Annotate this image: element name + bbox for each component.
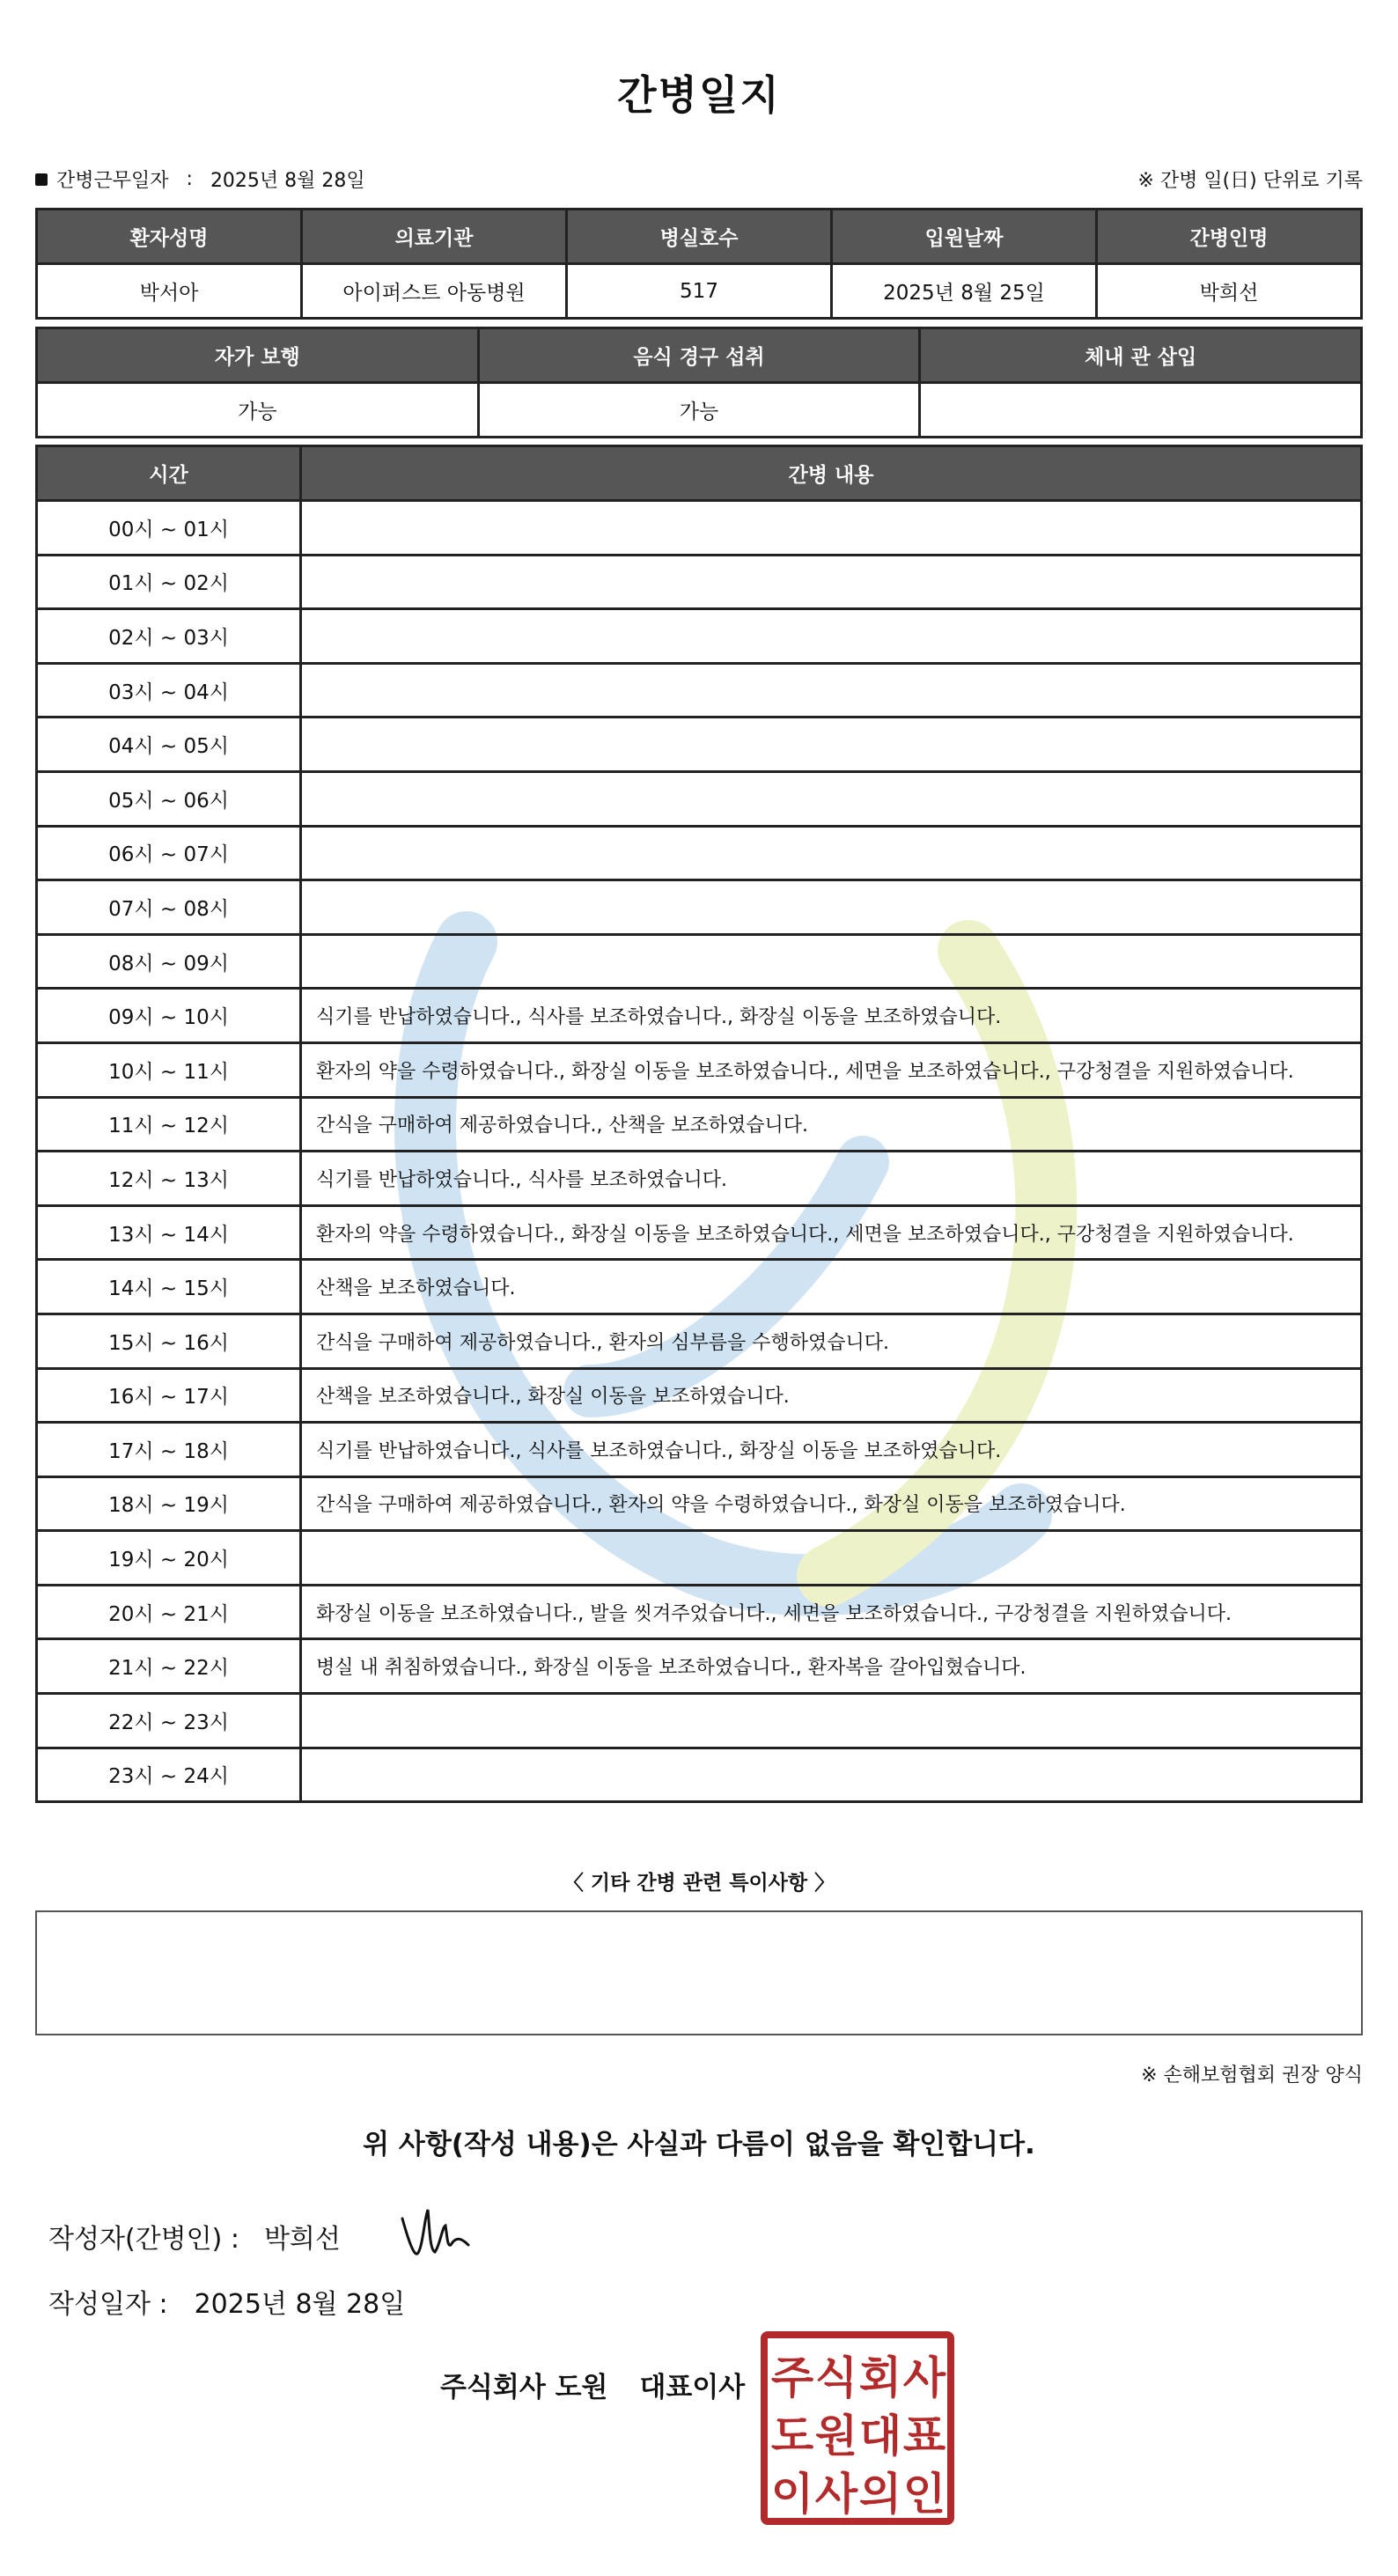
written-date-row xyxy=(48,2282,405,2321)
content-cell: 간식을 구매하여 제공하였습니다., 산책을 보조하였습니다. xyxy=(301,1097,1362,1152)
time-cell: 21시 ~ 22시 xyxy=(37,1639,301,1694)
seal-glyph: 대 xyxy=(858,2410,902,2462)
content-cell xyxy=(301,501,1362,556)
time-cell: 00시 ~ 01시 xyxy=(37,501,301,556)
content-cell: 화장실 이동을 보조하였습니다., 발을 씻겨주었습니다., 세면을 보조하였습니다., 구강청결을 지원하였습니다. xyxy=(301,1585,1362,1639)
content-cell: 환자의 약을 수령하였습니다., 화장실 이동을 보조하였습니다., 세면을 보조하였습니다., 구강청결을 지원하였습니다. xyxy=(301,1205,1362,1260)
table-row xyxy=(37,1694,1362,1748)
time-cell: 23시 ~ 24시 xyxy=(37,1748,301,1802)
patient-ability-table xyxy=(35,327,1363,438)
value-admission-date: 2025년 8월 25일 xyxy=(832,264,1097,319)
table-row xyxy=(37,1314,1362,1368)
table-row xyxy=(37,1152,1362,1206)
header-admission-date: 입원날짜 xyxy=(832,210,1097,264)
written-date-value: 2025년 8월 28일 xyxy=(194,2289,406,2320)
writer-label: 작성자(간병인) : xyxy=(48,2224,239,2255)
header-time: 시간 xyxy=(37,446,301,501)
content-cell xyxy=(301,663,1362,718)
time-cell: 12시 ~ 13시 xyxy=(37,1152,301,1206)
table-row xyxy=(37,501,1362,556)
content-cell xyxy=(301,1694,1362,1748)
table-row xyxy=(37,555,1362,609)
company-seal-stamp xyxy=(759,2329,956,2527)
time-cell: 13시 ~ 14시 xyxy=(37,1205,301,1260)
content-cell: 환자의 약을 수령하였습니다., 화장실 이동을 보조하였습니다., 세면을 보조하였습니다., 구강청결을 지원하였습니다. xyxy=(301,1042,1362,1097)
seal-glyph: 사 xyxy=(902,2352,946,2403)
content-cell: 식기를 반납하였습니다., 식사를 보조하였습니다., 화장실 이동을 보조하였습니다. xyxy=(301,989,1362,1043)
table-row xyxy=(37,826,1362,880)
time-cell: 15시 ~ 16시 xyxy=(37,1314,301,1368)
company-name: 주식회사 도원 xyxy=(440,2372,608,2403)
time-cell: 08시 ~ 09시 xyxy=(37,934,301,989)
content-cell xyxy=(301,934,1362,989)
content-cell: 식기를 반납하였습니다., 식사를 보조하였습니다. xyxy=(301,1152,1362,1206)
work-date-label: 간병근무일자 xyxy=(56,170,169,192)
table-row xyxy=(37,1585,1362,1639)
seal-glyph: 이 xyxy=(770,2469,814,2520)
writer-row xyxy=(48,2217,341,2256)
bullet-square-icon xyxy=(35,173,48,186)
seal-glyph: 인 xyxy=(902,2469,946,2520)
header-patient-name: 환자성명 xyxy=(37,210,302,264)
time-cell: 06시 ~ 07시 xyxy=(37,826,301,880)
time-cell: 19시 ~ 20시 xyxy=(37,1531,301,1586)
patient-info-value-row xyxy=(37,264,1362,319)
content-cell: 산책을 보조하였습니다. xyxy=(301,1260,1362,1314)
time-cell: 02시 ~ 03시 xyxy=(37,609,301,664)
table-row xyxy=(37,989,1362,1043)
table-row xyxy=(37,1368,1362,1423)
confirm-statement: 위 사항(작성 내용)은 사실과 다름이 없음을 확인합니다. xyxy=(363,2129,1035,2160)
content-cell: 병실 내 취침하였습니다., 화장실 이동을 보조하였습니다., 환자복을 갈아입혔습니다. xyxy=(301,1639,1362,1694)
patient-info-table xyxy=(35,208,1363,320)
table-row xyxy=(37,1205,1362,1260)
content-cell: 간식을 구매하여 제공하였습니다., 환자의 심부름을 수행하였습니다. xyxy=(301,1314,1362,1368)
time-cell: 16시 ~ 17시 xyxy=(37,1368,301,1423)
header-tube-insertion: 체내 관 삽입 xyxy=(920,328,1362,383)
table-row xyxy=(37,1531,1362,1586)
time-cell: 17시 ~ 18시 xyxy=(37,1423,301,1477)
table-row xyxy=(37,609,1362,664)
seal-glyph: 도 xyxy=(770,2410,814,2462)
time-cell: 10시 ~ 11시 xyxy=(37,1042,301,1097)
table-row xyxy=(37,1476,1362,1531)
patient-info-header-row xyxy=(37,210,1362,264)
seal-glyph: 식 xyxy=(814,2352,858,2403)
table-row xyxy=(37,663,1362,718)
value-caregiver-name: 박희선 xyxy=(1097,264,1362,319)
time-cell: 07시 ~ 08시 xyxy=(37,880,301,935)
remarks-box xyxy=(35,1910,1363,2035)
header-care-content: 간병 내용 xyxy=(301,446,1362,501)
signature-image xyxy=(398,2201,477,2263)
time-cell: 03시 ~ 04시 xyxy=(37,663,301,718)
written-date-label: 작성일자 : xyxy=(48,2289,168,2320)
company-row xyxy=(440,2365,745,2404)
content-cell xyxy=(301,1531,1362,1586)
ability-value-row xyxy=(37,383,1362,438)
value-hospital: 아이퍼스트 아동병원 xyxy=(302,264,567,319)
content-cell: 간식을 구매하여 제공하였습니다., 환자의 약을 수령하였습니다., 화장실 이동을 보조하였습니다. xyxy=(301,1476,1362,1531)
table-row xyxy=(37,1748,1362,1802)
seal-glyph: 표 xyxy=(902,2410,946,2462)
seal-glyph: 주 xyxy=(770,2352,814,2403)
value-patient-name: 박서아 xyxy=(37,264,302,319)
header-hospital: 의료기관 xyxy=(302,210,567,264)
ability-header-row xyxy=(37,328,1362,383)
content-cell xyxy=(301,718,1362,772)
company-title: 대표이사 xyxy=(639,2372,746,2403)
writer-name: 박희선 xyxy=(263,2224,341,2255)
value-oral-intake: 가능 xyxy=(478,383,920,438)
table-row xyxy=(37,1260,1362,1314)
seal-glyph: 사 xyxy=(814,2469,858,2520)
time-cell: 20시 ~ 21시 xyxy=(37,1585,301,1639)
time-cell: 09시 ~ 10시 xyxy=(37,989,301,1043)
content-cell xyxy=(301,826,1362,880)
care-log-header-row xyxy=(37,446,1362,501)
header-room-number: 병실호수 xyxy=(567,210,832,264)
work-date-row xyxy=(35,166,365,193)
top-meta xyxy=(35,166,1363,195)
document-title: 간병일지 xyxy=(617,71,781,119)
content-cell xyxy=(301,609,1362,664)
content-cell: 식기를 반납하였습니다., 식사를 보조하였습니다., 화장실 이동을 보조하였습니다. xyxy=(301,1423,1362,1477)
remarks-label: 〈 기타 간병 관련 특이사항 〉 xyxy=(563,1872,835,1895)
content-cell xyxy=(301,555,1362,609)
time-cell: 18시 ~ 19시 xyxy=(37,1476,301,1531)
work-date-value: 2025년 8월 28일 xyxy=(210,170,365,192)
work-date-separator: : xyxy=(186,168,193,190)
content-cell xyxy=(301,1748,1362,1802)
header-oral-intake: 음식 경구 섭취 xyxy=(478,328,920,383)
content-cell: 산책을 보조하였습니다., 화장실 이동을 보조하였습니다. xyxy=(301,1368,1362,1423)
seal-glyph: 원 xyxy=(814,2410,858,2462)
table-row xyxy=(37,718,1362,772)
table-row xyxy=(37,1423,1362,1477)
table-row xyxy=(37,771,1362,826)
value-tube-insertion xyxy=(920,383,1362,438)
unit-note: ※ 간병 일(日) 단위로 기록 xyxy=(1137,170,1363,192)
time-cell: 01시 ~ 02시 xyxy=(37,555,301,609)
header-self-walking: 자가 보행 xyxy=(37,328,479,383)
time-cell: 22시 ~ 23시 xyxy=(37,1694,301,1748)
table-row xyxy=(37,1097,1362,1152)
table-row xyxy=(37,1042,1362,1097)
seal-glyph: 의 xyxy=(858,2469,902,2520)
recommend-note: ※ 손해보험협회 권장 양식 xyxy=(1141,2064,1363,2087)
time-cell: 14시 ~ 15시 xyxy=(37,1260,301,1314)
content-cell xyxy=(301,771,1362,826)
time-cell: 11시 ~ 12시 xyxy=(37,1097,301,1152)
time-cell: 04시 ~ 05시 xyxy=(37,718,301,772)
care-log-table xyxy=(35,445,1363,1803)
table-row xyxy=(37,1639,1362,1694)
table-row xyxy=(37,934,1362,989)
value-self-walking: 가능 xyxy=(37,383,479,438)
value-room-number: 517 xyxy=(567,264,832,319)
seal-glyph: 회 xyxy=(858,2352,902,2403)
header-caregiver-name: 간병인명 xyxy=(1097,210,1362,264)
time-cell: 05시 ~ 06시 xyxy=(37,771,301,826)
content-cell xyxy=(301,880,1362,935)
table-row xyxy=(37,880,1362,935)
